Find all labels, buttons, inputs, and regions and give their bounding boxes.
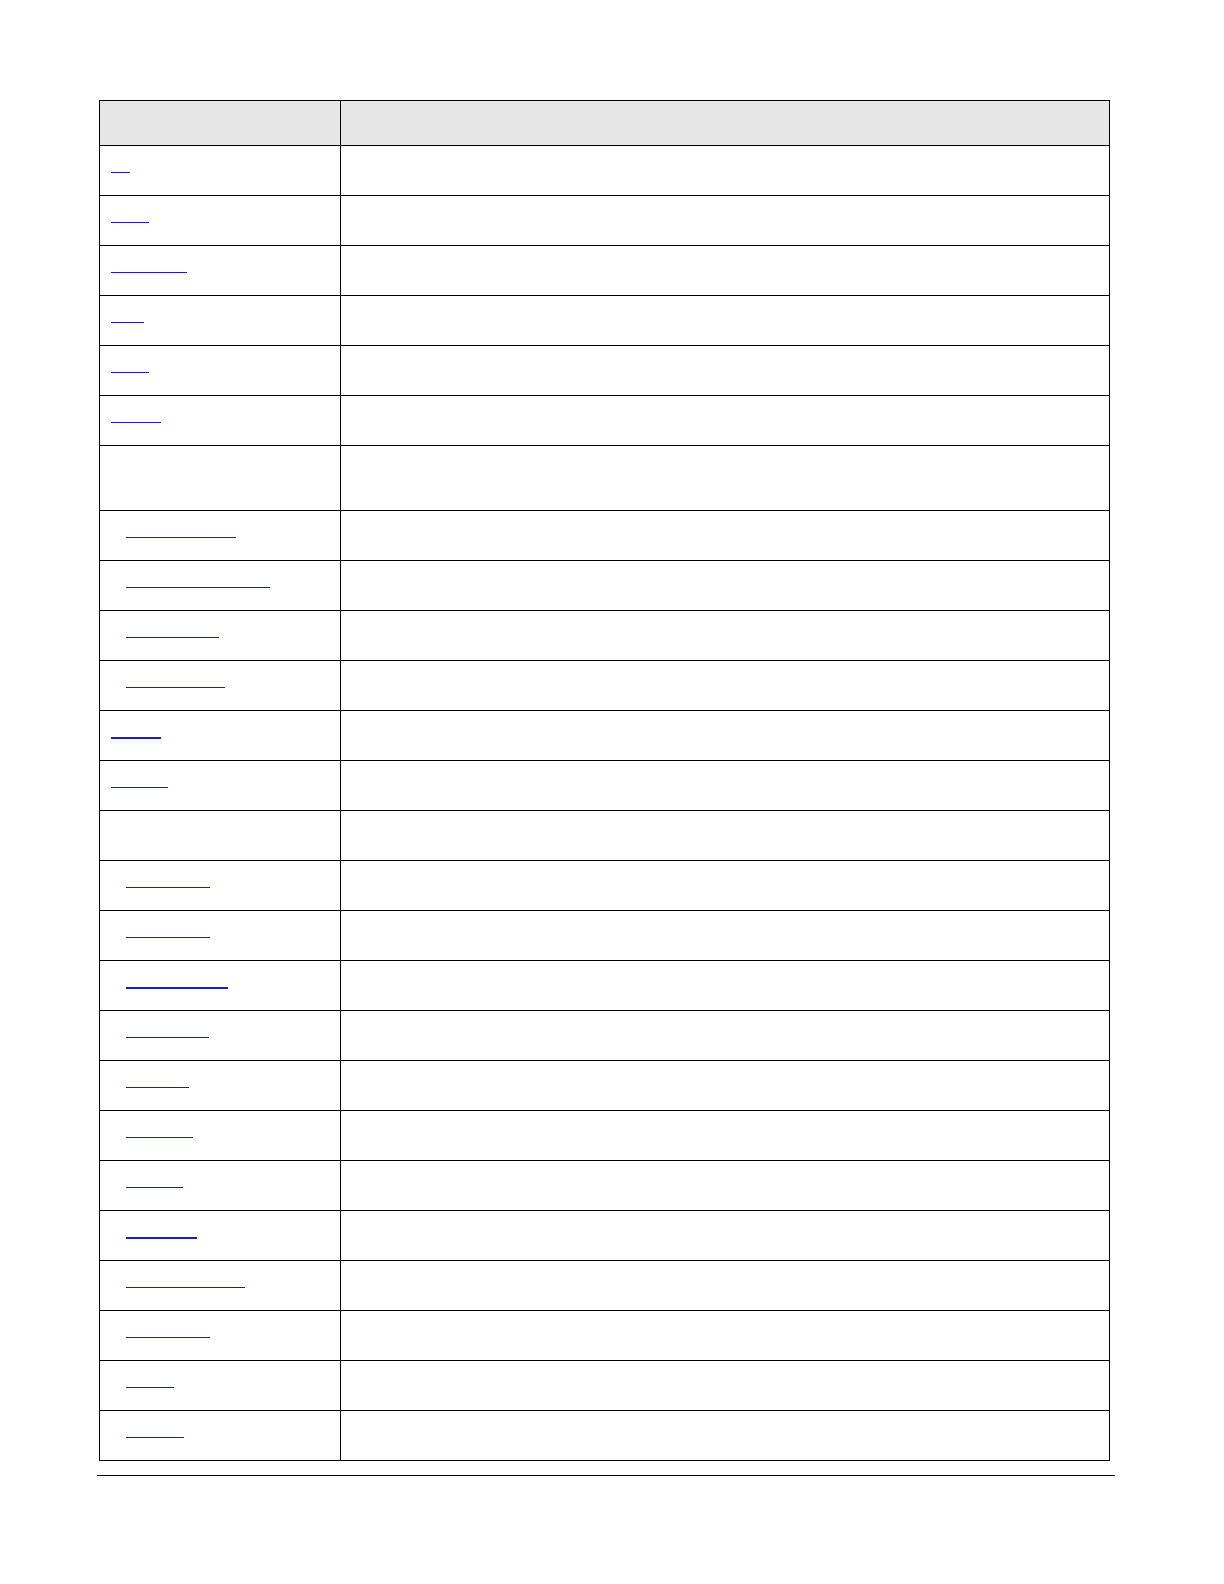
table-row bbox=[100, 346, 1110, 396]
row-link[interactable] bbox=[126, 1237, 197, 1239]
row-link[interactable] bbox=[111, 322, 144, 323]
row-description-cell bbox=[341, 1061, 1110, 1111]
row-description-cell bbox=[341, 861, 1110, 911]
row-description-cell bbox=[341, 296, 1110, 346]
row-link[interactable] bbox=[111, 422, 161, 423]
row-link-cell bbox=[100, 146, 341, 196]
document-table bbox=[99, 100, 1110, 1461]
row-link[interactable] bbox=[126, 887, 210, 888]
row-link[interactable] bbox=[126, 1437, 184, 1438]
row-link-cell bbox=[100, 911, 341, 961]
row-description-cell bbox=[341, 1311, 1110, 1361]
table-row bbox=[100, 711, 1110, 761]
row-description-cell bbox=[341, 561, 1110, 611]
row-link-cell bbox=[100, 1411, 341, 1461]
table-row bbox=[100, 561, 1110, 611]
row-description-cell bbox=[341, 1411, 1110, 1461]
table-row bbox=[100, 246, 1110, 296]
row-link-cell bbox=[100, 1111, 341, 1161]
table-row bbox=[100, 511, 1110, 561]
table-row bbox=[100, 1261, 1110, 1311]
row-description-cell bbox=[341, 661, 1110, 711]
row-link-cell bbox=[100, 811, 341, 861]
row-description-cell bbox=[341, 811, 1110, 861]
footer-rule bbox=[97, 1475, 1115, 1476]
row-link[interactable] bbox=[126, 1187, 183, 1188]
table-row bbox=[100, 811, 1110, 861]
row-link-cell bbox=[100, 246, 341, 296]
row-link-cell bbox=[100, 1211, 341, 1261]
row-description-cell bbox=[341, 1361, 1110, 1411]
row-description-cell bbox=[341, 396, 1110, 446]
row-link[interactable] bbox=[126, 1387, 174, 1388]
row-link[interactable] bbox=[111, 272, 187, 273]
row-link[interactable] bbox=[111, 737, 161, 739]
row-link[interactable] bbox=[111, 372, 149, 373]
row-link-cell bbox=[100, 661, 341, 711]
row-link-cell bbox=[100, 296, 341, 346]
row-link-cell bbox=[100, 1311, 341, 1361]
row-link-cell bbox=[100, 196, 341, 246]
table-row bbox=[100, 1061, 1110, 1111]
row-description-cell bbox=[341, 511, 1110, 561]
row-link[interactable] bbox=[126, 537, 236, 538]
row-link[interactable] bbox=[126, 1037, 209, 1038]
table-row bbox=[100, 396, 1110, 446]
row-link-cell bbox=[100, 861, 341, 911]
table-row bbox=[100, 1311, 1110, 1361]
row-link-cell bbox=[100, 711, 341, 761]
row-link-cell bbox=[100, 511, 341, 561]
row-description-cell bbox=[341, 611, 1110, 661]
row-description-cell bbox=[341, 711, 1110, 761]
row-link[interactable] bbox=[126, 687, 225, 688]
header-cell-1 bbox=[100, 101, 341, 146]
header-cell-2 bbox=[341, 101, 1110, 146]
row-link[interactable] bbox=[126, 637, 219, 638]
row-link[interactable] bbox=[126, 1137, 193, 1138]
row-description-cell bbox=[341, 146, 1110, 196]
table-row bbox=[100, 1161, 1110, 1211]
row-link[interactable] bbox=[126, 1287, 245, 1288]
table-row bbox=[100, 761, 1110, 811]
table-row bbox=[100, 1111, 1110, 1161]
table-body bbox=[100, 146, 1110, 1461]
row-description-cell bbox=[341, 961, 1110, 1011]
row-link-cell bbox=[100, 446, 341, 511]
row-link-cell bbox=[100, 761, 341, 811]
row-link[interactable] bbox=[126, 987, 228, 989]
row-link[interactable] bbox=[111, 222, 149, 223]
table-row bbox=[100, 1361, 1110, 1411]
table-row bbox=[100, 1211, 1110, 1261]
row-link[interactable] bbox=[126, 587, 270, 588]
row-link-cell bbox=[100, 1061, 341, 1111]
row-link-cell bbox=[100, 561, 341, 611]
row-link-cell bbox=[100, 1361, 341, 1411]
table-row bbox=[100, 861, 1110, 911]
row-description-cell bbox=[341, 196, 1110, 246]
row-link-cell bbox=[100, 961, 341, 1011]
table-row bbox=[100, 961, 1110, 1011]
row-description-cell bbox=[341, 1111, 1110, 1161]
row-description-cell bbox=[341, 1261, 1110, 1311]
table-header-row bbox=[100, 101, 1110, 146]
table-row bbox=[100, 661, 1110, 711]
row-description-cell bbox=[341, 446, 1110, 511]
table-row bbox=[100, 611, 1110, 661]
row-link-cell bbox=[100, 396, 341, 446]
table-row bbox=[100, 146, 1110, 196]
row-link-cell bbox=[100, 346, 341, 396]
row-description-cell bbox=[341, 911, 1110, 961]
row-description-cell bbox=[341, 1211, 1110, 1261]
table-row bbox=[100, 1011, 1110, 1061]
row-link[interactable] bbox=[126, 937, 210, 938]
row-description-cell bbox=[341, 246, 1110, 296]
table-row bbox=[100, 446, 1110, 511]
table-row bbox=[100, 296, 1110, 346]
table-row bbox=[100, 1411, 1110, 1461]
row-link-cell bbox=[100, 1161, 341, 1211]
row-link[interactable] bbox=[126, 1337, 210, 1338]
row-description-cell bbox=[341, 1161, 1110, 1211]
row-description-cell bbox=[341, 1011, 1110, 1061]
row-description-cell bbox=[341, 761, 1110, 811]
row-link-cell bbox=[100, 1261, 341, 1311]
table-row bbox=[100, 911, 1110, 961]
row-description-cell bbox=[341, 346, 1110, 396]
row-link[interactable] bbox=[111, 787, 168, 788]
row-link-cell bbox=[100, 611, 341, 661]
row-link[interactable] bbox=[111, 172, 130, 173]
table-row bbox=[100, 196, 1110, 246]
row-link-cell bbox=[100, 1011, 341, 1061]
row-link[interactable] bbox=[126, 1087, 189, 1088]
